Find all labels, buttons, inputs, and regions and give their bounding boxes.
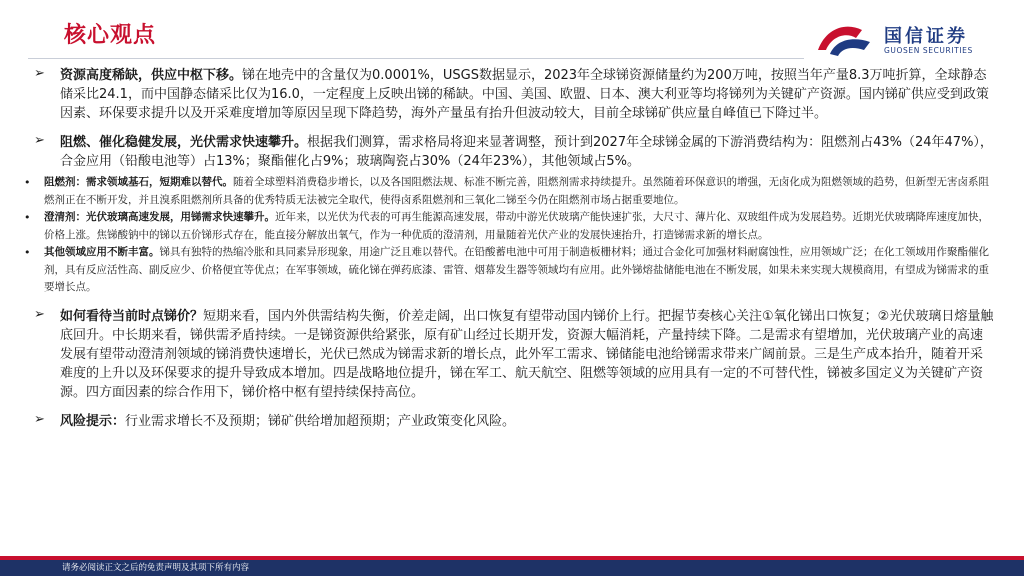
point-price-text xyxy=(60,307,994,402)
point-price xyxy=(34,307,994,402)
dot-bullet-icon: • xyxy=(24,211,31,224)
point-demand-text xyxy=(60,133,994,171)
sub-clarifier-body: 近年来，以光伏为代表的可再生能源高速发展，带动中游光伏玻璃产能快速扩张，大尺寸、薄片化、双玻组件成为发展趋势。近期光伏玻璃降库速度加快，价格上涨。焦锑酸钠中的锑以五价锑形式存在，能直接分解放出氧气，作为一种优质的澄清剂，用量随着光伏产业的发展快速抬升，打造锑需求新的增长点。 xyxy=(44,211,989,241)
sub-other-fields-text xyxy=(44,244,994,297)
sub-other-fields xyxy=(22,244,994,297)
dot-bullet-icon: • xyxy=(24,246,31,259)
point-supply-heading: 资源高度稀缺，供应中枢下移。 xyxy=(60,68,243,83)
sub-clarifier-text xyxy=(44,209,994,244)
dot-bullet-icon: • xyxy=(24,176,31,189)
page-title: 核心观点 xyxy=(64,23,157,48)
footer-disclaimer: 请务必阅读正文之后的免责声明及其项下所有内容 xyxy=(62,563,250,573)
point-risk-text xyxy=(60,412,994,431)
company-logo xyxy=(812,20,1012,60)
arrow-bullet-icon: ➢ xyxy=(34,66,45,81)
core-views-content xyxy=(24,66,994,431)
sub-flame-retardant-text xyxy=(44,174,994,209)
logo-name-en: GUOSEN SECURITIES xyxy=(884,46,973,55)
sub-clarifier xyxy=(22,209,994,244)
sub-flame-retardant xyxy=(22,174,994,209)
arrow-bullet-icon: ➢ xyxy=(34,411,45,427)
logo-mark-icon xyxy=(812,20,876,60)
sub-flame-retardant-body: 随着全球塑料消费稳步增长，以及各国阻燃法规、标准不断完善，阻燃剂需求持续提升。虽然随着环保意识的增强，无卤化成为阻燃领域的趋势，但新型无害卤系阻燃剂正在不断开发，并且溴系阻燃剂所具备的优秀特质无法被完全取代，使得卤系阻燃剂和三氧化二锑至今仍在阻燃剂市场占据重要地位。 xyxy=(44,176,989,206)
arrow-bullet-icon: ➢ xyxy=(34,306,45,322)
point-risk-body: 行业需求增长不及预期；锑矿供给增加超预期；产业政策变化风险。 xyxy=(125,413,516,429)
logo-name-cn: 国信证券 xyxy=(884,26,968,47)
point-risk-heading: 风险提示： xyxy=(60,413,126,429)
point-demand-body: 根据我们测算，需求格局将迎来显著调整，预计到2027年全球锑金属的下游消费结构为：阻燃剂占43%（24年47%），合金应用（铅酸电池等）占13%；聚酯催化占9%；玻璃陶瓷占30%（24年23%），其他领域占5%。 xyxy=(60,135,993,169)
sub-other-fields-body: 锑具有独特的热缩冷胀和具同素异形现象，用途广泛且难以替代。在铅酸蓄电池中可用于制造板栅材料；通过合金化可加强材料耐腐蚀性，应用领域广泛；在化工领域用作聚酯催化剂，具有反应活性高、副反应少、价格便宜等优点；在军事领域，硫化锑在弹药底漆、雷管、烟幕发生器等领域均有应用。此外锑熔盐储能电池在不断发展，如果未来实现大规模商用，有望成为锑需求的重要增长点。 xyxy=(44,246,989,293)
sub-clarifier-heading: 澄清剂：光伏玻璃高速发展，用锑需求快速攀升。 xyxy=(44,211,275,223)
sub-other-fields-heading: 其他领域应用不断丰富。 xyxy=(44,246,160,258)
point-supply-body: 锑在地壳中的含量仅为0.0001%，USGS数据显示，2023年全球锑资源储量约为200万吨，按照当年产量8.3万吨折算，全球静态储采比24.1，而中国静态储采比仅为16.0，一定程度上反映出锑的稀缺。中国、美国、欧盟、日本、澳大利亚等均将锑列为关键矿产资源。国内锑矿供应受到政策因素、环保要求提升以及开采难度增加等原因呈现下降趋势，海外产量虽有抬升但波动较大，目前全球锑矿供应量自峰值已下降过半。 xyxy=(60,68,989,121)
point-demand-heading: 阻燃、催化稳健发展，光伏需求快速攀升。 xyxy=(60,135,308,150)
point-price-body: 短期来看，国内外供需结构失衡，价差走阔，出口恢复有望带动国内锑价上行。把握节奏核心关注①氧化锑出口恢复；②光伏玻璃日熔量触底回升。中长期来看，锑供需矛盾持续。一是锑资源供给紧张，原有矿山经过长期开发，资源大幅消耗，产量持续下降。二是需求有望增加，光伏玻璃产业的高速发展有望带动澄清剂领域的锑消费快速增长，光伏已然成为锑需求新的增长点，此外军工需求、锑储能电池给锑需求带来广阔前景。三是生产成本抬升，随着开采难度的上升以及环保要求的提升导致成本增加。四是战略地位提升，锑在军工、航天航空、阻燃等领域的应用具有一定的不可替代性，锑被多国定义为关键矿产资源。四方面因素的综合作用下，锑价格中枢有望持续保持高位。 xyxy=(60,308,994,400)
point-risk xyxy=(34,412,994,431)
arrow-bullet-icon: ➢ xyxy=(34,133,45,148)
point-price-heading: 如何看待当前时点锑价？ xyxy=(60,308,204,324)
point-supply-text xyxy=(60,66,994,123)
point-supply xyxy=(34,66,994,123)
sub-flame-retardant-heading: 阻燃剂：需求领域基石，短期难以替代。 xyxy=(44,176,233,188)
point-demand xyxy=(34,133,994,171)
header-divider xyxy=(28,58,804,59)
